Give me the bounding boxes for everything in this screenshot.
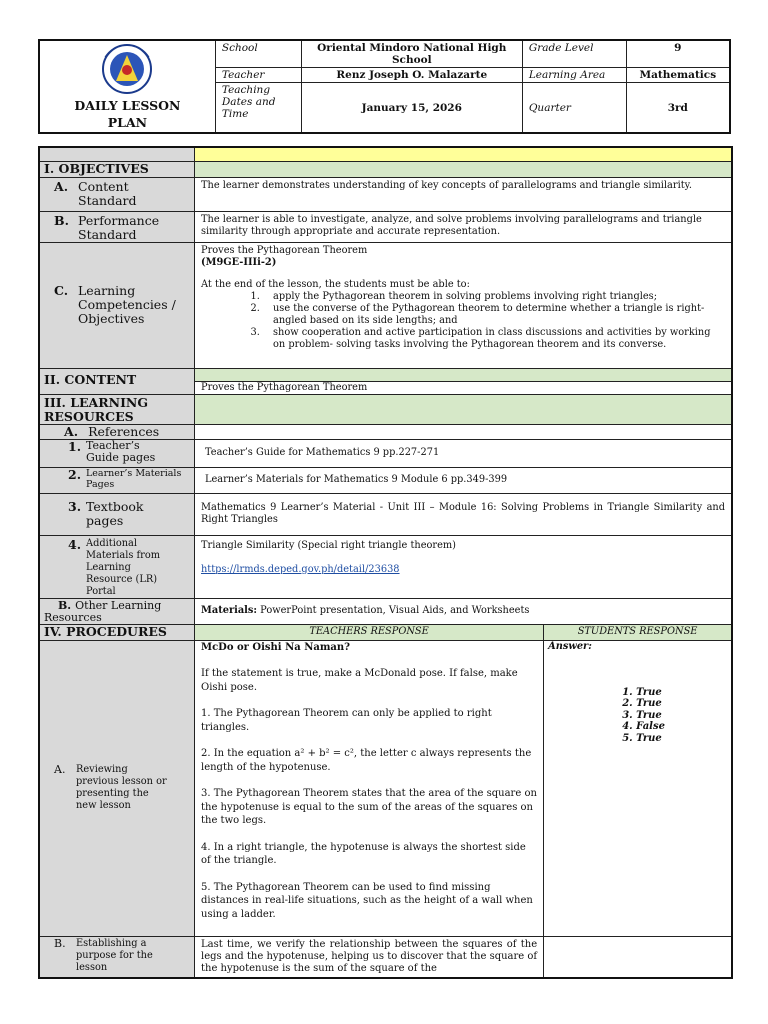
quarter-value: 3rd bbox=[626, 83, 730, 134]
materials-label: Materials: bbox=[201, 605, 258, 616]
objectives-heading: I. OBJECTIVES bbox=[39, 161, 195, 177]
resources-band bbox=[195, 394, 733, 424]
school-label: School bbox=[215, 40, 301, 68]
lc-list bbox=[201, 291, 725, 351]
answer-item: 2. True bbox=[636, 698, 727, 710]
review-cell bbox=[195, 640, 544, 936]
dates-value: January 15, 2026 bbox=[301, 83, 522, 134]
teachers-guide-num: 1. bbox=[68, 438, 82, 454]
teachers-guide-label-text: Teacher’s Guide pages bbox=[86, 438, 156, 464]
review-title: McDo or Oishi Na Naman? bbox=[201, 641, 351, 653]
objectives-band bbox=[195, 161, 733, 177]
review-statement: 1. The Pythagorean Theorem can only be applied to right triangles. bbox=[201, 708, 492, 733]
teacher-label: Teacher bbox=[215, 68, 301, 83]
purpose-letter: B. bbox=[54, 936, 66, 950]
additional-materials-label bbox=[39, 535, 195, 598]
review-letter: A. bbox=[54, 763, 66, 776]
other-resources-label bbox=[39, 598, 195, 624]
answer-label: Answer: bbox=[548, 640, 592, 652]
other-resources-letter: B. bbox=[58, 598, 72, 612]
area-value: Mathematics bbox=[626, 68, 730, 83]
review-statement: 5. The Pythagorean Theorem can be used to find missing distances in real-life situations, such as the height of a wall when using a ladder. bbox=[201, 881, 533, 920]
learners-materials-label-text: Learner’s Materials Pages bbox=[86, 467, 182, 490]
lc-label-text: Learning Competencies / Objectives bbox=[78, 283, 176, 326]
review-intro: If the statement is true, make a McDonald pose. If false, make Oishi pose. bbox=[201, 668, 518, 693]
references-label bbox=[39, 424, 195, 439]
learning-competencies-label bbox=[39, 242, 195, 368]
references-label-text: References bbox=[88, 423, 160, 439]
grade-value: 9 bbox=[626, 40, 730, 68]
content-heading-text: II. CONTENT bbox=[44, 371, 137, 387]
content-band bbox=[195, 369, 731, 382]
answer-item: 5. True bbox=[636, 733, 727, 745]
review-label bbox=[39, 640, 195, 936]
lc-item: 1. apply the Pythagorean theorem in solving problems involving right triangles; bbox=[263, 291, 725, 303]
content-cell bbox=[195, 368, 733, 394]
performance-standard-label bbox=[39, 211, 195, 242]
review-statement: 4. In a right triangle, the hypotenuse is always the shortest side of the triangle. bbox=[201, 841, 526, 866]
procedures-heading: IV. PROCEDURES bbox=[39, 624, 195, 640]
lr-portal-link[interactable]: https://lrmds.deped.gov.ph/detail/23638 bbox=[201, 563, 400, 575]
area-label: Learning Area bbox=[522, 68, 626, 83]
additional-materials-label-text: Additional Materials from Learning Resource (LR) Portal bbox=[86, 537, 161, 597]
textbook-label bbox=[39, 493, 195, 535]
teachers-guide-text: Teacher’s Guide for Mathematics 9 pp.227-271 bbox=[195, 439, 733, 467]
other-resources-cell bbox=[195, 598, 733, 624]
answer-item: 4. False bbox=[636, 721, 727, 733]
learning-competencies-cell bbox=[195, 242, 733, 368]
textbook-label-text: Textbook pages bbox=[86, 499, 144, 528]
answer-item: 1. True bbox=[636, 687, 727, 699]
purpose-label bbox=[39, 936, 195, 978]
review-statement: 3. The Pythagorean Theorem states that the area of the square on the hypotenuse is equal to the sum of the areas of the squares on the two legs. bbox=[201, 788, 537, 826]
content-standard-text: The learner demonstrates understanding of key concepts of parallelograms and triangle similarity. bbox=[195, 177, 733, 211]
review-statement: 2. In the equation a² + b² = c², the letter c always represents the length of the hypotenuse. bbox=[201, 748, 532, 773]
resources-heading: III. LEARNING RESOURCES bbox=[39, 394, 195, 424]
students-response-header: STUDENTS RESPONSE bbox=[544, 624, 732, 640]
content-standard-letter: A. bbox=[54, 178, 69, 194]
references-blank bbox=[195, 424, 733, 439]
title-line-1: DAILY LESSON bbox=[74, 98, 181, 113]
content-standard-label bbox=[39, 177, 195, 211]
blank-left bbox=[39, 147, 195, 161]
learners-materials-label bbox=[39, 467, 195, 493]
teacher-value: Renz Joseph O. Malazarte bbox=[301, 68, 522, 83]
header-table bbox=[38, 39, 731, 134]
purpose-student-cell bbox=[544, 936, 732, 978]
lc-intro: At the end of the lesson, the students must be able to: bbox=[201, 278, 470, 290]
lesson-plan-table bbox=[38, 146, 733, 979]
teachers-guide-label bbox=[39, 439, 195, 467]
lc-letter: C. bbox=[54, 283, 69, 298]
additional-materials-num: 4. bbox=[68, 536, 82, 552]
additional-materials-text: Triangle Similarity (Special right triangle theorem) bbox=[201, 539, 456, 551]
performance-standard-letter: B. bbox=[54, 212, 69, 228]
other-resources-label-text: Other Learning Resources bbox=[44, 598, 162, 624]
learners-materials-text: Learner’s Materials for Mathematics 9 Module 6 pp.349-399 bbox=[195, 467, 733, 493]
purpose-label-text: Establishing a purpose for the lesson bbox=[76, 937, 153, 973]
answer-item: 3. True bbox=[636, 710, 727, 722]
answer-list bbox=[548, 687, 727, 745]
lc-item: 2. use the converse of the Pythagorean theorem to determine whether a triangle is right- angled based on its side lengths; and bbox=[263, 303, 725, 327]
school-value: Oriental Mindoro National High School bbox=[301, 40, 522, 68]
additional-materials-cell bbox=[195, 535, 733, 598]
lc-item: 3. show cooperation and active participation in class discussions and activities by working on problem- solving tasks involving the Pythagorean theorem and its converse. bbox=[263, 327, 725, 351]
grade-label: Grade Level bbox=[522, 40, 626, 68]
performance-standard-text: The learner is able to investigate, analyze, and solve problems involving parallelograms and triangle similarity through appropriate and accurate representation. bbox=[195, 211, 733, 242]
deped-logo bbox=[91, 43, 163, 95]
references-letter: A. bbox=[64, 423, 79, 439]
answers-cell bbox=[544, 640, 732, 936]
learners-materials-num: 2. bbox=[68, 466, 82, 482]
lc-code: (M9GE-IIIi-2) bbox=[201, 256, 277, 268]
purpose-text: Last time, we verify the relationship between the squares of the legs and the hypotenuse, helping us to discover that the square of the hypotenuse is the sum of the square of the bbox=[195, 936, 544, 978]
dates-label: Teaching Dates and Time bbox=[215, 83, 301, 134]
title-line-2: PLAN bbox=[107, 115, 148, 130]
lc-title: Proves the Pythagorean Theorem bbox=[201, 244, 368, 256]
content-heading bbox=[39, 368, 195, 394]
quarter-label: Quarter bbox=[522, 83, 626, 134]
content-text: Proves the Pythagorean Theorem bbox=[201, 381, 368, 393]
content-standard-label-text: Content Standard bbox=[78, 178, 137, 208]
header-title-cell bbox=[39, 40, 215, 133]
performance-standard-label-text: Performance Standard bbox=[78, 212, 160, 242]
materials-text: PowerPoint presentation, Visual Aids, and Worksheets bbox=[257, 605, 530, 616]
textbook-num: 3. bbox=[68, 499, 82, 514]
textbook-text: Mathematics 9 Learner’s Material - Unit III – Module 16: Solving Problems in Triangle Similarity and Right Triangles bbox=[195, 493, 733, 535]
teachers-response-header: TEACHERS RESPONSE bbox=[195, 624, 544, 640]
page-title bbox=[40, 97, 215, 131]
review-label-text: Reviewing previous lesson or presenting the new lesson bbox=[76, 764, 167, 811]
blank-yellow bbox=[195, 147, 733, 161]
